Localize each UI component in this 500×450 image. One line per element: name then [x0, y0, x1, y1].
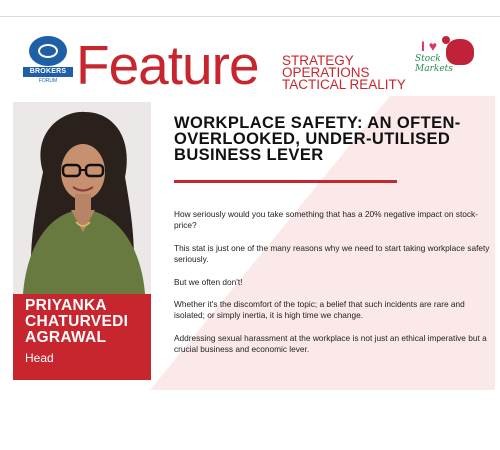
author-last-name: AGRAWAL [25, 329, 107, 346]
tagline-operations: OPERATIONS [282, 65, 370, 80]
badge-text: Stock Markets [415, 54, 453, 74]
paragraph: Addressing sexual harassment at the workplace is not just an ethical imperative but a crucial business and economic lever. [174, 332, 487, 355]
author-first-name: PRIYANKA [25, 297, 107, 314]
author-middle-name: CHATURVEDI [25, 313, 129, 330]
section-title: Feature [76, 34, 259, 96]
author-name [25, 298, 128, 346]
logo-text: BROKERS [23, 67, 73, 77]
article-body [174, 209, 492, 367]
heart-icon: I ♥ [421, 38, 438, 54]
logo-bubble-icon [29, 36, 67, 66]
paragraph: How seriously would you take something that has a 20% negative impact on stock-price? [174, 209, 478, 231]
author-role: Head [25, 351, 54, 365]
brokers-forum-logo [23, 36, 73, 94]
stock-markets-badge [413, 36, 481, 78]
top-divider [0, 16, 500, 17]
tagline-strategy: STRATEGY [282, 53, 354, 68]
paragraph: Whether it's the discomfort of the topic; a belief that such incidents are rare and isolated; or simply inertia, it is high time we change. [174, 299, 465, 321]
tagline-tactical-reality: TACTICAL REALITY [282, 77, 406, 92]
logo-subtext: FORUM [38, 78, 58, 84]
paragraph: This stat is just one of the many reasons why we need to start taking workplace safety seriously. [174, 242, 490, 265]
article-headline: WORKPLACE SAFETY: AN OFTEN-OVERLOOKED, UNDER-UTILISED BUSINESS LEVER [174, 114, 461, 164]
author-portrait-illustration [13, 102, 151, 294]
taglines [282, 55, 406, 91]
paragraph: But we often don't! [174, 276, 243, 287]
bull-mascot-icon [446, 39, 474, 65]
author-photo [13, 102, 151, 294]
headline-underline [174, 180, 397, 183]
